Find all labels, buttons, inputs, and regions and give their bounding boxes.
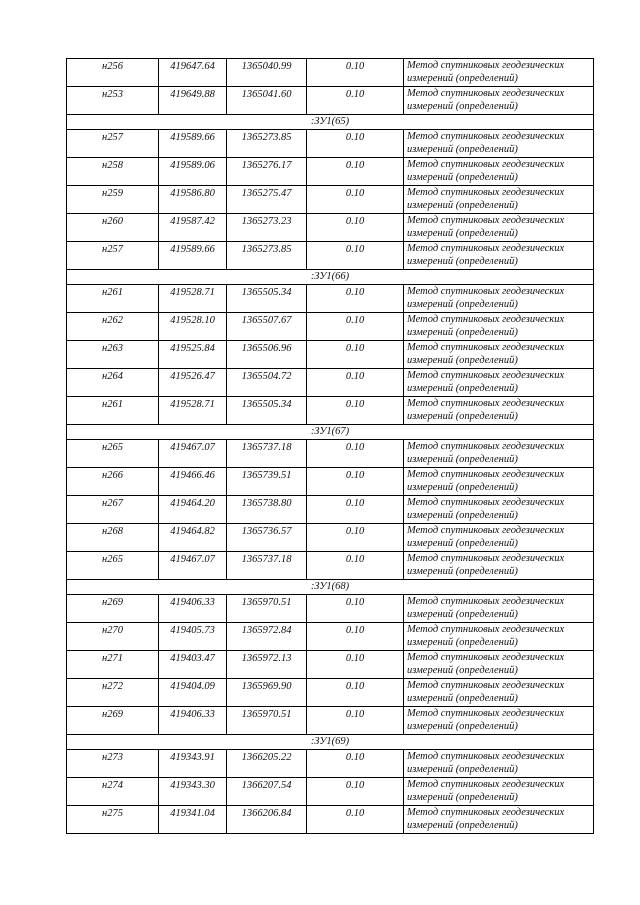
x-coordinate-cell: 419528.71 (159, 397, 227, 425)
point-id-cell: н275 (67, 806, 159, 834)
point-id-cell: н261 (67, 397, 159, 425)
accuracy-cell: 0.10 (307, 651, 404, 679)
point-id-cell: н268 (67, 524, 159, 552)
y-coordinate-cell: 1366206.84 (227, 806, 307, 834)
point-id-cell: н257 (67, 242, 159, 270)
x-coordinate-cell: 419526.47 (159, 369, 227, 397)
x-coordinate-cell: 419464.82 (159, 524, 227, 552)
section-title: :ЗУ1(68) (67, 580, 594, 595)
y-coordinate-cell: 1365275.47 (227, 186, 307, 214)
point-id-cell: н272 (67, 679, 159, 707)
x-coordinate-cell: 419589.06 (159, 158, 227, 186)
accuracy-cell: 0.10 (307, 806, 404, 834)
x-coordinate-cell: 419587.42 (159, 214, 227, 242)
x-coordinate-cell: 419589.66 (159, 242, 227, 270)
x-coordinate-cell: 419528.71 (159, 285, 227, 313)
y-coordinate-cell: 1365504.72 (227, 369, 307, 397)
accuracy-cell: 0.10 (307, 707, 404, 735)
x-coordinate-cell: 419404.09 (159, 679, 227, 707)
accuracy-cell: 0.10 (307, 496, 404, 524)
point-id-cell: н265 (67, 552, 159, 580)
accuracy-cell: 0.10 (307, 750, 404, 778)
x-coordinate-cell: 419466.46 (159, 468, 227, 496)
y-coordinate-cell: 1365041.60 (227, 87, 307, 115)
method-cell: Метод спутниковых геодезических измерений (определений) (404, 158, 594, 186)
method-cell: Метод спутниковых геодезических измерений (определений) (404, 341, 594, 369)
accuracy-cell: 0.10 (307, 87, 404, 115)
coordinates-table-body (67, 59, 594, 834)
method-cell: Метод спутниковых геодезических измерений (определений) (404, 242, 594, 270)
y-coordinate-cell: 1365505.34 (227, 397, 307, 425)
method-cell: Метод спутниковых геодезических измерений (определений) (404, 623, 594, 651)
method-cell: Метод спутниковых геодезических измерений (определений) (404, 496, 594, 524)
method-cell: Метод спутниковых геодезических измерений (определений) (404, 651, 594, 679)
accuracy-cell: 0.10 (307, 285, 404, 313)
accuracy-cell: 0.10 (307, 397, 404, 425)
accuracy-cell: 0.10 (307, 313, 404, 341)
x-coordinate-cell: 419405.73 (159, 623, 227, 651)
method-cell: Метод спутниковых геодезических измерений (определений) (404, 87, 594, 115)
table-row (67, 750, 594, 778)
accuracy-cell: 0.10 (307, 468, 404, 496)
accuracy-cell: 0.10 (307, 524, 404, 552)
x-coordinate-cell: 419341.04 (159, 806, 227, 834)
point-id-cell: н267 (67, 496, 159, 524)
y-coordinate-cell: 1365738.80 (227, 496, 307, 524)
accuracy-cell: 0.10 (307, 679, 404, 707)
y-coordinate-cell: 1365736.57 (227, 524, 307, 552)
table-row (67, 87, 594, 115)
table-row (67, 623, 594, 651)
point-id-cell: н266 (67, 468, 159, 496)
section-header-row (67, 425, 594, 440)
section-title: :ЗУ1(65) (67, 115, 594, 130)
accuracy-cell: 0.10 (307, 341, 404, 369)
table-row (67, 707, 594, 735)
method-cell: Метод спутниковых геодезических измерений (определений) (404, 750, 594, 778)
y-coordinate-cell: 1365276.17 (227, 158, 307, 186)
section-header-row (67, 270, 594, 285)
accuracy-cell: 0.10 (307, 158, 404, 186)
method-cell: Метод спутниковых геодезических измерений (определений) (404, 214, 594, 242)
table-row (67, 496, 594, 524)
table-row (67, 397, 594, 425)
x-coordinate-cell: 419467.07 (159, 552, 227, 580)
table-row (67, 595, 594, 623)
y-coordinate-cell: 1365273.23 (227, 214, 307, 242)
section-title: :ЗУ1(66) (67, 270, 594, 285)
point-id-cell: н270 (67, 623, 159, 651)
x-coordinate-cell: 419403.47 (159, 651, 227, 679)
table-row (67, 186, 594, 214)
method-cell: Метод спутниковых геодезических измерений (определений) (404, 707, 594, 735)
x-coordinate-cell: 419589.66 (159, 130, 227, 158)
y-coordinate-cell: 1365737.18 (227, 440, 307, 468)
point-id-cell: н263 (67, 341, 159, 369)
y-coordinate-cell: 1365507.67 (227, 313, 307, 341)
accuracy-cell: 0.10 (307, 552, 404, 580)
table-row (67, 369, 594, 397)
y-coordinate-cell: 1365972.84 (227, 623, 307, 651)
method-cell: Метод спутниковых геодезических измерений (определений) (404, 806, 594, 834)
y-coordinate-cell: 1365972.13 (227, 651, 307, 679)
table-row (67, 524, 594, 552)
section-header-row (67, 735, 594, 750)
table-row (67, 242, 594, 270)
x-coordinate-cell: 419528.10 (159, 313, 227, 341)
point-id-cell: н261 (67, 285, 159, 313)
method-cell: Метод спутниковых геодезических измерений (определений) (404, 313, 594, 341)
method-cell: Метод спутниковых геодезических измерений (определений) (404, 59, 594, 87)
table-row (67, 778, 594, 806)
point-id-cell: н253 (67, 87, 159, 115)
x-coordinate-cell: 419649.88 (159, 87, 227, 115)
method-cell: Метод спутниковых геодезических измерений (определений) (404, 778, 594, 806)
point-id-cell: н256 (67, 59, 159, 87)
point-id-cell: н260 (67, 214, 159, 242)
y-coordinate-cell: 1366205.22 (227, 750, 307, 778)
accuracy-cell: 0.10 (307, 440, 404, 468)
method-cell: Метод спутниковых геодезических измерений (определений) (404, 130, 594, 158)
y-coordinate-cell: 1365739.51 (227, 468, 307, 496)
method-cell: Метод спутниковых геодезических измерений (определений) (404, 285, 594, 313)
method-cell: Метод спутниковых геодезических измерений (определений) (404, 595, 594, 623)
point-id-cell: н269 (67, 595, 159, 623)
point-id-cell: н264 (67, 369, 159, 397)
method-cell: Метод спутниковых геодезических измерений (определений) (404, 440, 594, 468)
y-coordinate-cell: 1365970.51 (227, 595, 307, 623)
point-id-cell: н257 (67, 130, 159, 158)
accuracy-cell: 0.10 (307, 130, 404, 158)
y-coordinate-cell: 1365273.85 (227, 242, 307, 270)
accuracy-cell: 0.10 (307, 623, 404, 651)
method-cell: Метод спутниковых геодезических измерений (определений) (404, 369, 594, 397)
accuracy-cell: 0.10 (307, 595, 404, 623)
point-id-cell: н273 (67, 750, 159, 778)
point-id-cell: н271 (67, 651, 159, 679)
x-coordinate-cell: 419406.33 (159, 595, 227, 623)
y-coordinate-cell: 1365969.90 (227, 679, 307, 707)
accuracy-cell: 0.10 (307, 186, 404, 214)
x-coordinate-cell: 419343.30 (159, 778, 227, 806)
section-header-row (67, 580, 594, 595)
table-row (67, 651, 594, 679)
x-coordinate-cell: 419343.91 (159, 750, 227, 778)
method-cell: Метод спутниковых геодезических измерений (определений) (404, 552, 594, 580)
x-coordinate-cell: 419647.64 (159, 59, 227, 87)
table-row (67, 313, 594, 341)
method-cell: Метод спутниковых геодезических измерений (определений) (404, 468, 594, 496)
point-id-cell: н274 (67, 778, 159, 806)
coordinates-table (66, 58, 594, 834)
x-coordinate-cell: 419525.84 (159, 341, 227, 369)
table-row (67, 214, 594, 242)
y-coordinate-cell: 1365506.96 (227, 341, 307, 369)
table-row (67, 285, 594, 313)
section-title: :ЗУ1(69) (67, 735, 594, 750)
table-row (67, 468, 594, 496)
accuracy-cell: 0.10 (307, 369, 404, 397)
y-coordinate-cell: 1365505.34 (227, 285, 307, 313)
method-cell: Метод спутниковых геодезических измерений (определений) (404, 186, 594, 214)
table-row (67, 158, 594, 186)
point-id-cell: н258 (67, 158, 159, 186)
method-cell: Метод спутниковых геодезических измерений (определений) (404, 524, 594, 552)
accuracy-cell: 0.10 (307, 242, 404, 270)
point-id-cell: н262 (67, 313, 159, 341)
section-title: :ЗУ1(67) (67, 425, 594, 440)
table-row (67, 341, 594, 369)
y-coordinate-cell: 1365273.85 (227, 130, 307, 158)
accuracy-cell: 0.10 (307, 778, 404, 806)
point-id-cell: н265 (67, 440, 159, 468)
y-coordinate-cell: 1366207.54 (227, 778, 307, 806)
method-cell: Метод спутниковых геодезических измерений (определений) (404, 679, 594, 707)
point-id-cell: н259 (67, 186, 159, 214)
x-coordinate-cell: 419406.33 (159, 707, 227, 735)
table-row (67, 679, 594, 707)
x-coordinate-cell: 419467.07 (159, 440, 227, 468)
method-cell: Метод спутниковых геодезических измерений (определений) (404, 397, 594, 425)
table-row (67, 552, 594, 580)
accuracy-cell: 0.10 (307, 214, 404, 242)
x-coordinate-cell: 419464.20 (159, 496, 227, 524)
table-row (67, 130, 594, 158)
table-row (67, 440, 594, 468)
table-row (67, 59, 594, 87)
table-row (67, 806, 594, 834)
y-coordinate-cell: 1365737.18 (227, 552, 307, 580)
point-id-cell: н269 (67, 707, 159, 735)
y-coordinate-cell: 1365970.51 (227, 707, 307, 735)
y-coordinate-cell: 1365040.99 (227, 59, 307, 87)
x-coordinate-cell: 419586.80 (159, 186, 227, 214)
section-header-row (67, 115, 594, 130)
accuracy-cell: 0.10 (307, 59, 404, 87)
